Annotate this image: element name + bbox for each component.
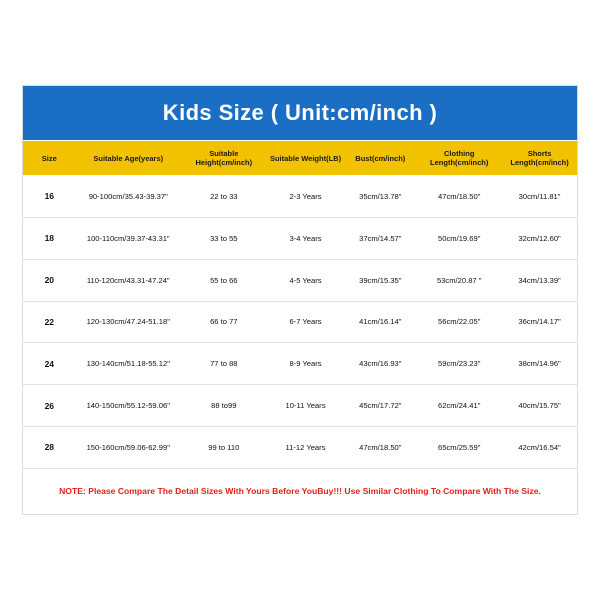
cell-bust: 47cm/18.50" bbox=[359, 443, 402, 453]
cell-clothing-length: 65cm/25.59" bbox=[438, 443, 481, 453]
table-row bbox=[23, 217, 577, 259]
cell-height: 88 to99 bbox=[181, 385, 267, 427]
cell-weight: 6-7 Years bbox=[267, 301, 345, 343]
column-header-shorts-length: Shorts Length(cm/inch) bbox=[502, 141, 577, 176]
note-bar bbox=[23, 468, 577, 514]
table-row bbox=[23, 301, 577, 343]
cell-size: 20 bbox=[23, 259, 76, 301]
cell-size: 22 bbox=[23, 301, 76, 343]
cell-clothing-length: 53cm/20.87 " bbox=[416, 259, 502, 301]
column-header-size: Size bbox=[23, 141, 76, 176]
cell-height: 99 to 110 bbox=[208, 443, 240, 453]
cell-age: 150-160cm/59.06-62.99" bbox=[86, 443, 170, 453]
size-table bbox=[23, 140, 577, 468]
cell-height: 66 to 77 bbox=[181, 301, 267, 343]
cell-clothing-length: 50cm/19.69" bbox=[416, 217, 502, 259]
chart-title-bar bbox=[23, 86, 577, 140]
table-row bbox=[23, 343, 577, 385]
cell-shorts-length: 42cm/16.54" bbox=[518, 443, 561, 453]
table-row bbox=[23, 259, 577, 301]
cell-shorts-length: 40cm/15.75" bbox=[502, 385, 577, 427]
cell-bust: 45cm/17.72" bbox=[344, 385, 416, 427]
cell-shorts-length: 34cm/13.39" bbox=[502, 259, 577, 301]
cell-weight: 3-4 Years bbox=[267, 217, 345, 259]
cell-age: 100-110cm/39.37-43.31" bbox=[76, 217, 181, 259]
cell-shorts-length: 38cm/14.96" bbox=[502, 343, 577, 385]
page-title: Kids Size ( Unit:cm/inch ) bbox=[162, 100, 438, 125]
cell-age: 110-120cm/43.31-47.24" bbox=[76, 259, 181, 301]
cell-weight: 10-11 Years bbox=[267, 385, 345, 427]
cell-size: 24 bbox=[23, 343, 76, 385]
cell-weight: 4-5 Years bbox=[267, 259, 345, 301]
cell-height: 77 to 88 bbox=[181, 343, 267, 385]
column-header-clothing-length: Clothing Length(cm/inch) bbox=[416, 141, 502, 176]
cell-bust: 43cm/16.93" bbox=[344, 343, 416, 385]
cell-age: 90-100cm/35.43-39.37" bbox=[76, 176, 181, 218]
cell-size: 26 bbox=[23, 385, 76, 427]
cell-weight: 11-12 Years bbox=[285, 443, 326, 453]
cell-height: 22 to 33 bbox=[181, 176, 267, 218]
table-header-row bbox=[23, 141, 577, 176]
column-header-height: Suitable Height(cm/inch) bbox=[181, 141, 267, 176]
cell-age: 120-130cm/47.24-51.18" bbox=[76, 301, 181, 343]
cell-shorts-length: 32cm/12.60" bbox=[502, 217, 577, 259]
table-row bbox=[23, 176, 577, 218]
cell-size: 28 bbox=[44, 442, 55, 453]
cell-age: 140-150cm/55.12-59.06" bbox=[76, 385, 181, 427]
column-header-weight: Suitable Weight(LB) bbox=[267, 141, 345, 176]
table-row bbox=[23, 427, 577, 468]
note-text: NOTE: Please Compare The Detail Sizes With Yours Before YouBuy!!! Use Similar Clothing To Compare With The Size. bbox=[59, 485, 541, 496]
cell-bust: 37cm/14.57" bbox=[344, 217, 416, 259]
cell-size: 18 bbox=[23, 217, 76, 259]
cell-height: 55 to 66 bbox=[181, 259, 267, 301]
cell-shorts-length: 30cm/11.81" bbox=[502, 176, 577, 218]
table-row bbox=[23, 385, 577, 427]
cell-bust: 39cm/15.35" bbox=[344, 259, 416, 301]
column-header-bust: Bust(cm/inch) bbox=[344, 141, 416, 176]
table-header bbox=[23, 141, 577, 176]
cell-age: 130-140cm/51.18-55.12" bbox=[76, 343, 181, 385]
cell-clothing-length: 56cm/22.05" bbox=[416, 301, 502, 343]
size-chart-card bbox=[22, 85, 578, 515]
table-body bbox=[23, 176, 577, 469]
cell-height: 33 to 55 bbox=[181, 217, 267, 259]
cell-clothing-length: 59cm/23.23" bbox=[416, 343, 502, 385]
cell-shorts-length: 36cm/14.17" bbox=[502, 301, 577, 343]
cell-size: 16 bbox=[23, 176, 76, 218]
column-header-age: Suitable Age(years) bbox=[76, 141, 181, 176]
cell-clothing-length: 47cm/18.50" bbox=[416, 176, 502, 218]
cell-weight: 2-3 Years bbox=[267, 176, 345, 218]
cell-bust: 35cm/13.78" bbox=[344, 176, 416, 218]
cell-clothing-length: 62cm/24.41" bbox=[416, 385, 502, 427]
cell-bust: 41cm/16.14" bbox=[344, 301, 416, 343]
cell-weight: 8-9 Years bbox=[267, 343, 345, 385]
